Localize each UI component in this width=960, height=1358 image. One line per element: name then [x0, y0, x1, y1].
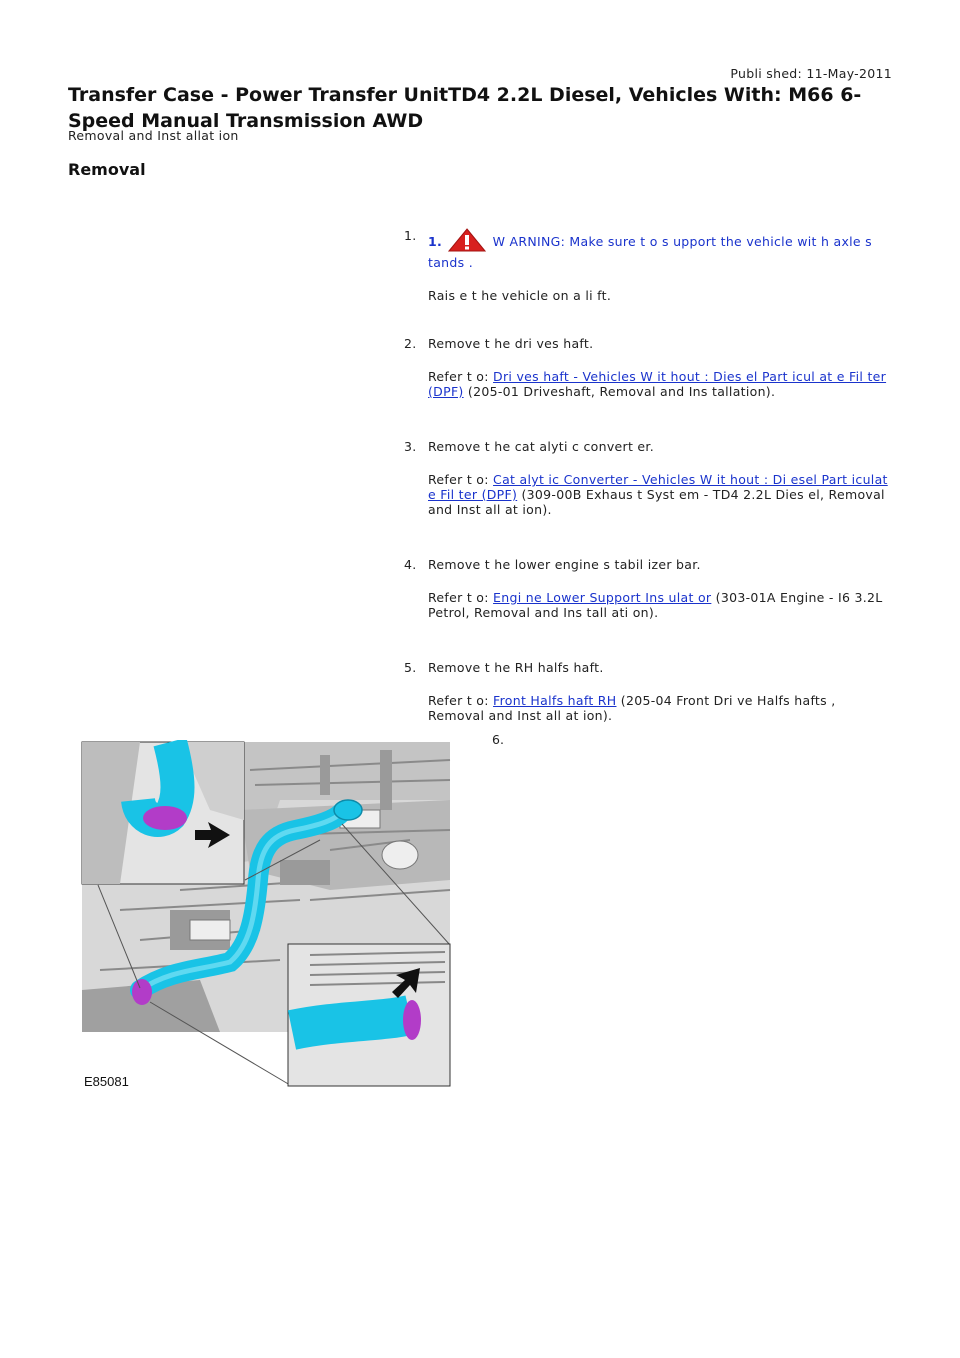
step-text: Remove t he dri ves haft.: [428, 336, 594, 351]
step-3: [404, 439, 896, 517]
step-1: [404, 228, 896, 303]
refer-suffix: (309-00B Exhaus t Syst em - TD4 2.2L Dies el, Removal and Inst all at ion).: [428, 487, 885, 517]
published-date: Publi shed: 11-May-2011: [730, 66, 892, 81]
step-number: 4.: [404, 557, 417, 572]
warning-line: [428, 228, 896, 270]
figure-e85081: [80, 740, 462, 1092]
refer-suffix: (205-01 Driveshaft, Removal and Ins tallation).: [467, 384, 776, 399]
figure-caption: E85081: [84, 1074, 129, 1089]
step-5: [404, 660, 896, 723]
refer-line: [428, 590, 896, 620]
step-number: 1.: [404, 228, 417, 243]
step-text: Remove t he lower engine s tabil izer bar.: [428, 557, 701, 572]
step-number: 2.: [404, 336, 417, 351]
section-heading: Removal: [68, 160, 146, 179]
refer-prefix: Refer t o:: [428, 590, 489, 605]
front-halfshaft-link[interactable]: Front Halfs haft RH: [493, 693, 617, 708]
refer-prefix: Refer t o:: [428, 369, 489, 384]
refer-suffix: (205-04 Front Dri ve Halfs hafts , Removal and Inst all at ion).: [428, 693, 836, 723]
step-text: Remove t he RH halfs haft.: [428, 660, 604, 675]
step-number: 5.: [404, 660, 417, 675]
refer-prefix: Refer t o:: [428, 693, 489, 708]
step-4: [404, 557, 896, 620]
step-2: [404, 336, 896, 399]
warning-text: W ARNING: Make sure t o s upport the vehicle wit h axle s tands .: [428, 234, 872, 270]
step-list: [404, 228, 896, 723]
step-6-number: 6.: [492, 732, 504, 747]
step-text: Remove t he cat alyti c convert er.: [428, 439, 654, 454]
refer-suffix: (303-01A Engine - I6 3.2L Petrol, Removal and Ins tall ati on).: [428, 590, 883, 620]
refer-prefix: Refer t o:: [428, 472, 489, 487]
warning-icon: [448, 228, 486, 255]
refer-line: [428, 693, 896, 723]
page-title: Transfer Case - Power Transfer UnitTD4 2.2L Diesel, Vehicles With: M66 6-Speed Manual Transmission AWD: [68, 84, 862, 132]
warning-tag: 1.: [428, 234, 443, 249]
refer-line: [428, 369, 896, 399]
page-subtitle: Removal and Inst allat ion: [68, 128, 239, 143]
refer-line: [428, 472, 896, 517]
illustration: [80, 740, 462, 1092]
engine-lower-support-link[interactable]: Engi ne Lower Support Ins ulat or: [493, 590, 712, 605]
driveshaft-link[interactable]: Dri ves haft - Vehicles W it hout : Dies el Part icul at e Fil ter (DPF): [428, 369, 887, 399]
step-number: 3.: [404, 439, 417, 454]
step-text: Rais e t he vehicle on a li ft.: [428, 288, 612, 303]
catalytic-converter-link[interactable]: Cat alyt ic Converter - Vehicles W it hout : Di esel Part iculat e Fil ter (DPF): [428, 472, 888, 502]
